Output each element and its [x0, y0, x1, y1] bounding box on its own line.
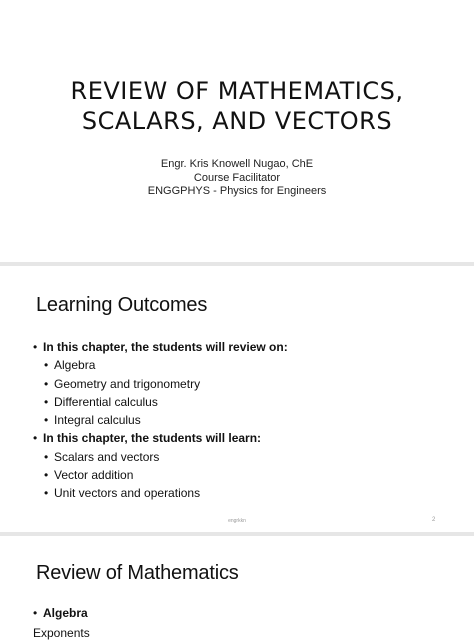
slide-footer-text: engrkkn [228, 518, 246, 524]
list-item [33, 356, 288, 374]
slide-review-of-mathematics [0, 536, 474, 640]
list-item-text: In this chapter, the students will review on: [43, 340, 288, 354]
list-item [33, 604, 88, 622]
list-item [33, 375, 288, 393]
slide-subtitle [0, 158, 474, 199]
bullet-list [33, 338, 288, 503]
list-item-text: Integral calculus [54, 413, 141, 428]
list-item-text: Algebra [43, 606, 88, 620]
list-item [33, 411, 288, 429]
slide-title-page [0, 0, 474, 262]
slide-heading: Learning Outcomes [36, 294, 208, 316]
author-name: Engr. Kris Knowell Nugao, ChE [160, 158, 314, 170]
course-name: ENGGPHYS - Physics for Engineers [147, 185, 327, 197]
slide-title [0, 76, 474, 136]
bullet-icon: • [44, 413, 49, 428]
slide-title-line-1: REVIEW OF MATHEMATICS, [70, 77, 404, 105]
list-item-text: Unit vectors and operations [54, 486, 201, 501]
slide-title-line-2: SCALARS, AND VECTORS [81, 107, 393, 135]
list-item [33, 484, 288, 502]
bullet-icon: • [44, 449, 49, 464]
list-item-text: Scalars and vectors [54, 449, 160, 464]
list-item-text: In this chapter, the students will learn: [43, 431, 262, 446]
list-item-text: Differential calculus [54, 394, 158, 409]
list-item [33, 429, 288, 447]
list-item [33, 448, 288, 466]
list-item [33, 338, 288, 356]
list-item [33, 466, 288, 484]
list-item-text: Vector addition [54, 468, 134, 483]
bullet-icon: • [44, 376, 49, 391]
page-number: 2 [432, 517, 436, 523]
partial-text-line: Exponents [33, 626, 90, 640]
bullet-icon: • [33, 606, 38, 620]
bullet-icon: • [44, 468, 49, 483]
bullet-icon: • [33, 431, 38, 446]
bullet-list [33, 604, 88, 622]
slide-learning-outcomes [0, 266, 474, 532]
slide-heading: Review of Mathematics [36, 562, 239, 584]
list-item-text: Geometry and trigonometry [54, 376, 201, 391]
bullet-icon: • [44, 486, 49, 501]
bullet-icon: • [33, 340, 38, 354]
list-item [33, 393, 288, 411]
list-item-text: Algebra [54, 358, 96, 373]
bullet-icon: • [44, 358, 49, 373]
bullet-icon: • [44, 394, 49, 409]
author-role: Course Facilitator [193, 171, 281, 184]
